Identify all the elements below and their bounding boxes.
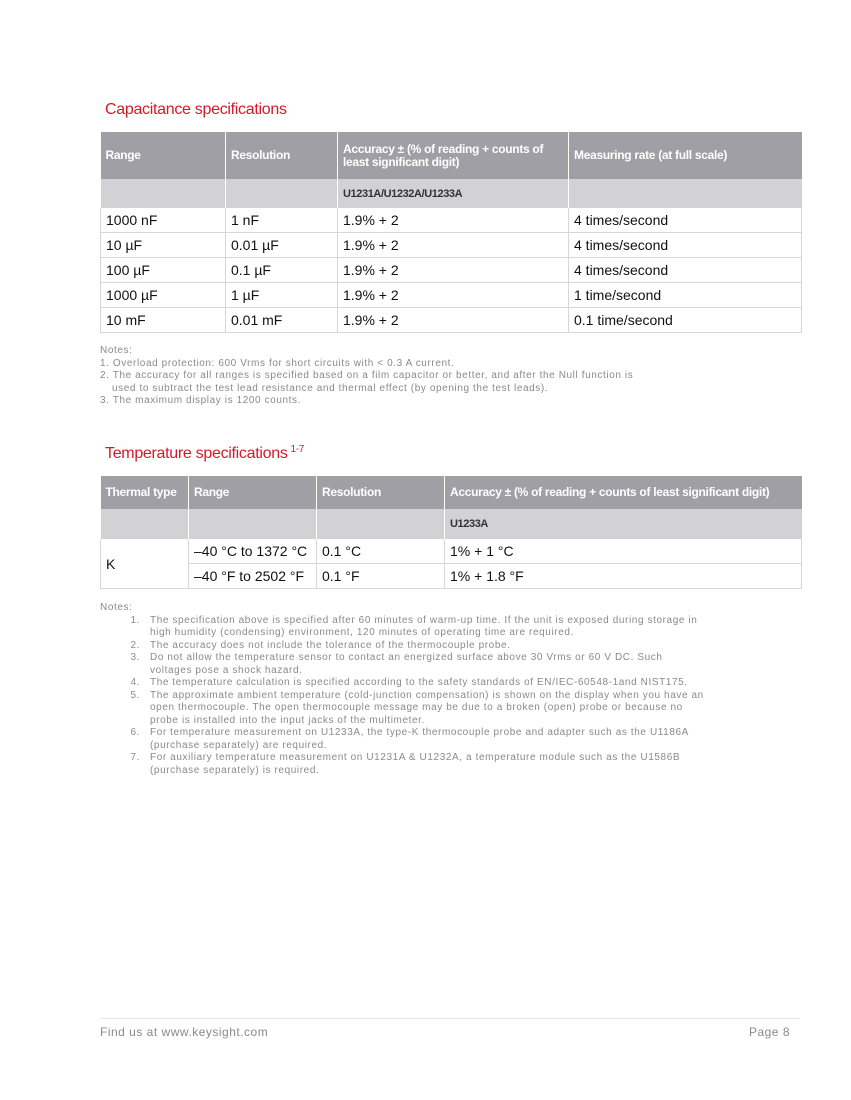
note-line: used to subtract the test lead resistance and thermal effect (by opening the test leads).: [112, 382, 549, 394]
header-resolution: Resolution: [317, 476, 445, 509]
note-line: 2. The accuracy for all ranges is specified based on a film capacitor or better, and after the Null function is: [100, 370, 634, 381]
temperature-model-row: [101, 509, 802, 539]
range-cell: 100 µF: [101, 258, 226, 283]
note-line: 3. The maximum display is 1200 counts.: [100, 395, 302, 406]
note-text: The temperature calculation is specified according to the safety standards of EN/IEC-60548-1and NIST175.: [150, 677, 688, 688]
temperature-table: [100, 476, 802, 589]
header-measuring-rate: Measuring rate (at full scale): [569, 132, 802, 179]
accuracy-cell: 1.9% + 2: [338, 208, 569, 233]
table-row: [101, 283, 802, 308]
note-text: The specification above is specified after 60 minutes of warm-up time. If the unit is exposed during storage in high humidity (condensing) environment, 120 minutes of operating time are required.: [150, 614, 698, 638]
resolution-cell: 1 nF: [226, 208, 338, 233]
range-cell: 10 µF: [101, 233, 226, 258]
note-item: [100, 690, 705, 728]
note-item: [100, 727, 705, 752]
note-number: 4.: [130, 677, 140, 688]
note-text: The accuracy does not include the tolerance of the thermocouple probe.: [150, 639, 511, 651]
capacitance-table: [100, 132, 802, 333]
note-text: For auxiliary temperature measurement on U1231A & U1232A, a temperature module such as the U1586B (purchase separately) is required.: [150, 752, 681, 776]
measuring-rate-cell: 1 time/second: [569, 283, 802, 308]
table-row: [101, 564, 802, 589]
resolution-cell: 0.1 °F: [317, 564, 445, 589]
note-item: [100, 752, 705, 777]
note-item: [100, 615, 705, 640]
temperature-header-row: [101, 476, 802, 509]
resolution-cell: 0.01 µF: [226, 233, 338, 258]
temperature-title-text: Temperature specifications: [105, 445, 288, 462]
header-range: Range: [189, 476, 317, 509]
note-number: 3.: [130, 652, 140, 663]
measuring-rate-cell: 4 times/second: [569, 258, 802, 283]
accuracy-cell: 1% + 1 °C: [445, 539, 802, 564]
resolution-cell: 1 µF: [226, 283, 338, 308]
note-text: The approximate ambient temperature (cold-junction compensation) is shown on the display when you have an open thermocouple. The open thermocouple message may be due to a broken (open) probe or because no probe is installed into the input jacks of the multimeter.: [150, 689, 704, 726]
capacitance-title: Capacitance specifications: [105, 101, 287, 118]
capacitance-body: [101, 208, 802, 333]
table-row: [101, 308, 802, 333]
table-row: [101, 539, 802, 564]
footer-link-text: Find us at www.keysight.com: [100, 1025, 269, 1039]
capacitance-notes: [100, 345, 633, 408]
note-item: [100, 652, 705, 677]
header-resolution: Resolution: [226, 132, 338, 179]
table-row: [101, 258, 802, 283]
capacitance-model-row: [101, 179, 802, 208]
range-cell: 1000 nF: [101, 208, 226, 233]
page-number: Page 8: [748, 1025, 790, 1039]
temperature-title: [105, 444, 304, 463]
temperature-notes: [100, 602, 705, 777]
resolution-cell: 0.01 mF: [226, 308, 338, 333]
footer-divider: [100, 1018, 800, 1019]
note-text: For temperature measurement on U1233A, the type-K thermocouple probe and adapter such as the U1186A (purchase separately) are required.: [150, 727, 689, 751]
accuracy-cell: 1% + 1.8 °F: [445, 564, 802, 589]
accuracy-cell: 1.9% + 2: [338, 283, 569, 308]
table-row: [101, 208, 802, 233]
note-item: [100, 677, 705, 690]
temperature-title-sup: 1-7: [290, 444, 305, 455]
header-accuracy: Accuracy ± (% of reading + counts of least significant digit): [445, 476, 802, 509]
accuracy-cell: 1.9% + 2: [338, 258, 569, 283]
measuring-rate-cell: 4 times/second: [569, 208, 802, 233]
notes-label: Notes:: [100, 602, 133, 613]
note-number: 7.: [130, 752, 140, 763]
note-number: 2.: [130, 639, 140, 651]
range-cell: –40 °F to 2502 °F: [189, 564, 317, 589]
header-thermal-type: Thermal type: [101, 476, 189, 509]
range-cell: 1000 µF: [101, 283, 226, 308]
note-number: 5.: [130, 689, 140, 701]
range-cell: –40 °C to 1372 °C: [189, 539, 317, 564]
resolution-cell: 0.1 µF: [226, 258, 338, 283]
model-label: U1231A/U1232A/U1233A: [338, 179, 569, 208]
note-line: 1. Overload protection: 600 Vrms for short circuits with < 0.3 A current.: [100, 357, 455, 369]
model-label: U1233A: [445, 509, 802, 539]
note-number: 1.: [130, 614, 140, 626]
capacitance-header-row: [101, 132, 802, 179]
note-text: Do not allow the temperature sensor to contact an energized surface above 30 Vrms or 60 V DC. Such voltages pose a shock hazard.: [150, 652, 663, 676]
resolution-cell: 0.1 °C: [317, 539, 445, 564]
range-cell: 10 mF: [101, 308, 226, 333]
note-number: 6.: [130, 727, 140, 738]
header-range: Range: [101, 132, 226, 179]
thermal-type-cell: K: [101, 539, 189, 589]
measuring-rate-cell: 0.1 time/second: [569, 308, 802, 333]
accuracy-cell: 1.9% + 2: [338, 308, 569, 333]
note-item: [100, 640, 705, 653]
accuracy-cell: 1.9% + 2: [338, 233, 569, 258]
measuring-rate-cell: 4 times/second: [569, 233, 802, 258]
temperature-notes-list: [100, 615, 705, 778]
table-row: [101, 233, 802, 258]
notes-label: Notes:: [100, 345, 133, 356]
header-accuracy: Accuracy ± (% of reading + counts of least significant digit): [338, 132, 569, 179]
